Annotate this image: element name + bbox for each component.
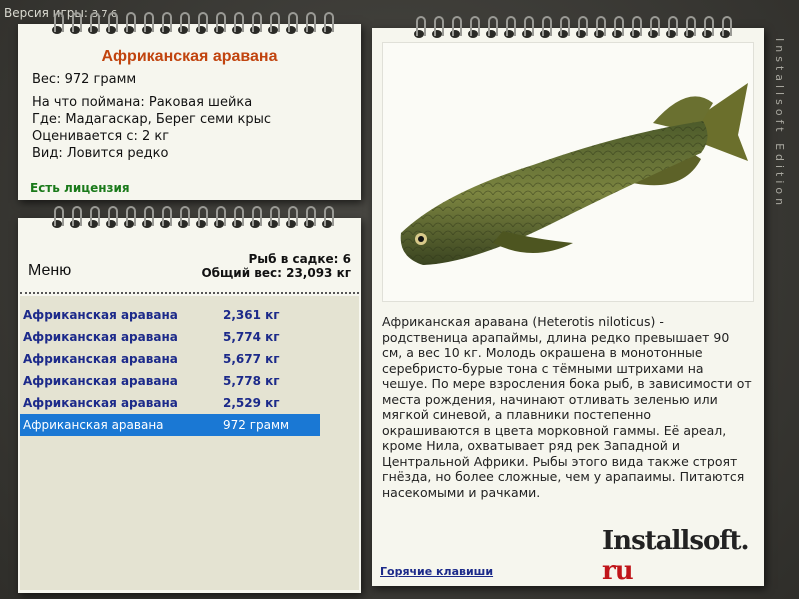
fish-photo <box>382 42 754 302</box>
list-item-weight: 972 грамм <box>223 418 290 432</box>
total-weight: Общий вес: 23,093 кг <box>201 266 351 280</box>
binder-rings <box>48 206 336 232</box>
brand-tld: ru <box>602 556 633 586</box>
list-item-weight: 5,677 кг <box>223 352 280 366</box>
list-item-name: Африканская аравана <box>23 374 178 388</box>
rated-from: Оценивается с: 2 кг <box>32 129 170 144</box>
fish-title: Африканская аравана <box>101 48 278 65</box>
hotkeys-link[interactable]: Горячие клавиши <box>380 565 494 578</box>
menu-button[interactable]: Меню <box>28 262 72 279</box>
binder-rings <box>410 16 734 42</box>
fish-description-card <box>372 28 764 586</box>
divider <box>20 292 359 294</box>
menu-card <box>18 218 361 593</box>
location: Где: Мадагаскар, Берег семи крыс <box>32 112 272 127</box>
list-item-selected[interactable] <box>20 414 320 436</box>
version-text: Версия игры: <box>4 6 88 20</box>
brand-main: Installsoft. <box>602 526 749 556</box>
list-item[interactable] <box>20 326 320 348</box>
list-item[interactable] <box>20 348 320 370</box>
installsoft-logo <box>602 526 764 586</box>
fish-info-card <box>18 24 361 200</box>
list-item-name: Африканская аравана <box>23 396 178 410</box>
list-item[interactable] <box>20 304 320 326</box>
binder-rings <box>48 12 336 38</box>
fish-details <box>32 94 271 162</box>
species-rarity: Вид: Ловится редко <box>32 146 169 161</box>
catch-list <box>20 296 359 590</box>
list-item-weight: 5,774 кг <box>223 330 280 344</box>
list-item-name: Африканская аравана <box>23 418 164 432</box>
fish-description: Африканская аравана (Heterotis niloticus) - родственица арапаймы, длина редко превышает 90 см, а вес 10 кг. Молодь окрашена в монотонные серебристо-бурые тона с тёмными штрихами на чешуе. По мере взросления бока рыб, в зависимости от места рождения, начинают отливать зеленью или мягкой синевой, а плавники постепенно окрашиваются в цвета морковной гаммы. Её ареал, кроме Нила, охватывает ряд рек Западной и Центральной Африки. Рыбы этого вида также строят гнёзда, но более сложные, чем у арапаимы. Питаются насекомыми и рачками. <box>382 314 752 500</box>
list-item[interactable] <box>20 370 320 392</box>
list-item-weight: 5,778 кг <box>223 374 280 388</box>
arawana-fish-icon <box>383 43 753 301</box>
list-item[interactable] <box>20 392 320 414</box>
list-item-weight: 2,361 кг <box>223 308 280 322</box>
license-status: Есть лицензия <box>30 181 130 195</box>
list-item-name: Африканская аравана <box>23 352 178 366</box>
list-item-name: Африканская аравана <box>23 330 178 344</box>
catch-stats <box>201 252 351 280</box>
fish-weight: Вес: 972 грамм <box>32 72 137 87</box>
version-number: 3.7.6 <box>91 9 118 20</box>
caught-with: На что поймана: Раковая шейка <box>32 95 253 110</box>
list-item-weight: 2,529 кг <box>223 396 280 410</box>
edition-side-text: Installsoft Edition <box>773 38 786 210</box>
fish-count: Рыб в садке: 6 <box>248 252 351 266</box>
list-item-name: Африканская аравана <box>23 308 178 322</box>
